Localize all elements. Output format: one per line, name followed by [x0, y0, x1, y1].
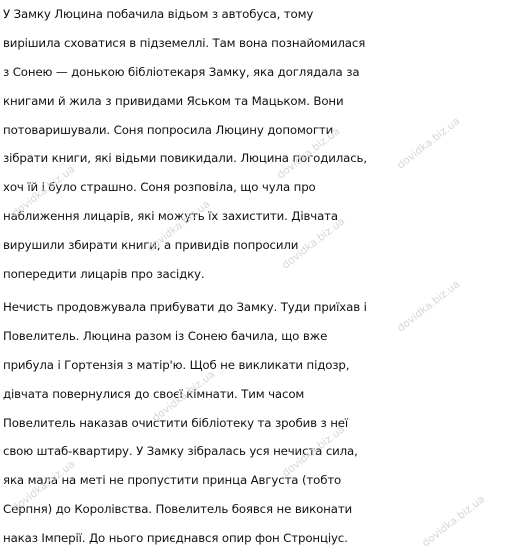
paragraph-2	[3, 293, 509, 553]
watermark-text: dovidka.biz.ua	[275, 125, 343, 182]
watermark-text: dovidka.biz.ua	[10, 458, 78, 515]
watermark-text: dovidka.biz.ua	[280, 423, 348, 480]
text-line: попередити лицарів про засідку.	[3, 267, 205, 282]
watermark-text: dovidka.biz.ua	[280, 215, 348, 272]
watermark-text: dovidka.biz.ua	[420, 493, 488, 550]
watermark-text: dovidka.biz.ua	[10, 163, 78, 220]
text-line: вирішила сховатися в підземеллі. Там вона познайомилася	[3, 35, 366, 50]
watermark-text: dovidka.biz.ua	[395, 278, 463, 335]
text-line: Повелитель наказав очистити бібліотеку та зробив з неї	[3, 415, 349, 430]
text-line: потоваришували. Соня попросила Люцину допомогти	[3, 122, 334, 137]
text-line: яка мала на меті не пропустити принца Августа (тобто	[3, 473, 342, 488]
text-line: хоч їй і було страшно. Соня розповіла, що чула про	[3, 180, 316, 195]
text-line: зібрати книги, які відьми повикидали. Люцина погодилась,	[3, 151, 367, 166]
watermark-text: dovidka.biz.ua	[150, 368, 218, 425]
watermark-text: dovidka.biz.ua	[145, 198, 213, 255]
text-line: свою штаб-квартиру. У Замку зібралась уся нечиста сила,	[3, 444, 358, 459]
text-line: вирушили збирати книги, а привидів попросили	[3, 238, 299, 253]
text-line: дівчата повернулися до своєї кімнати. Тим часом	[3, 386, 305, 401]
text-line: наближення лицарів, які можуть їх захистити. Дівчата	[3, 209, 338, 224]
text-line: з Сонею — донькою бібліотекаря Замку, яка доглядала за	[3, 64, 360, 79]
text-line: Нечисть продовжувала прибувати до Замку. Туди приїхав і	[3, 300, 367, 314]
paragraph-1	[3, 0, 509, 289]
text-line: наказ Імперії. До нього приєднався опир фон Стронціус.	[3, 531, 348, 546]
text-line: Серпня) до Королівства. Повелитель боявся не виконати	[3, 502, 353, 517]
text-line: Повелитель. Люцина разом із Сонею бачила, що вже	[3, 328, 328, 343]
text-line: У Замку Люцина побачила відьом з автобуса, тому	[3, 7, 314, 21]
watermark-text: dovidka.biz.ua	[395, 115, 463, 172]
text-line: прибула і Гортензія з матір'ю. Щоб не викликати підозр,	[3, 357, 350, 372]
text-line: книгами й жила з привидами Яськом та Мацьком. Вони	[3, 93, 344, 108]
